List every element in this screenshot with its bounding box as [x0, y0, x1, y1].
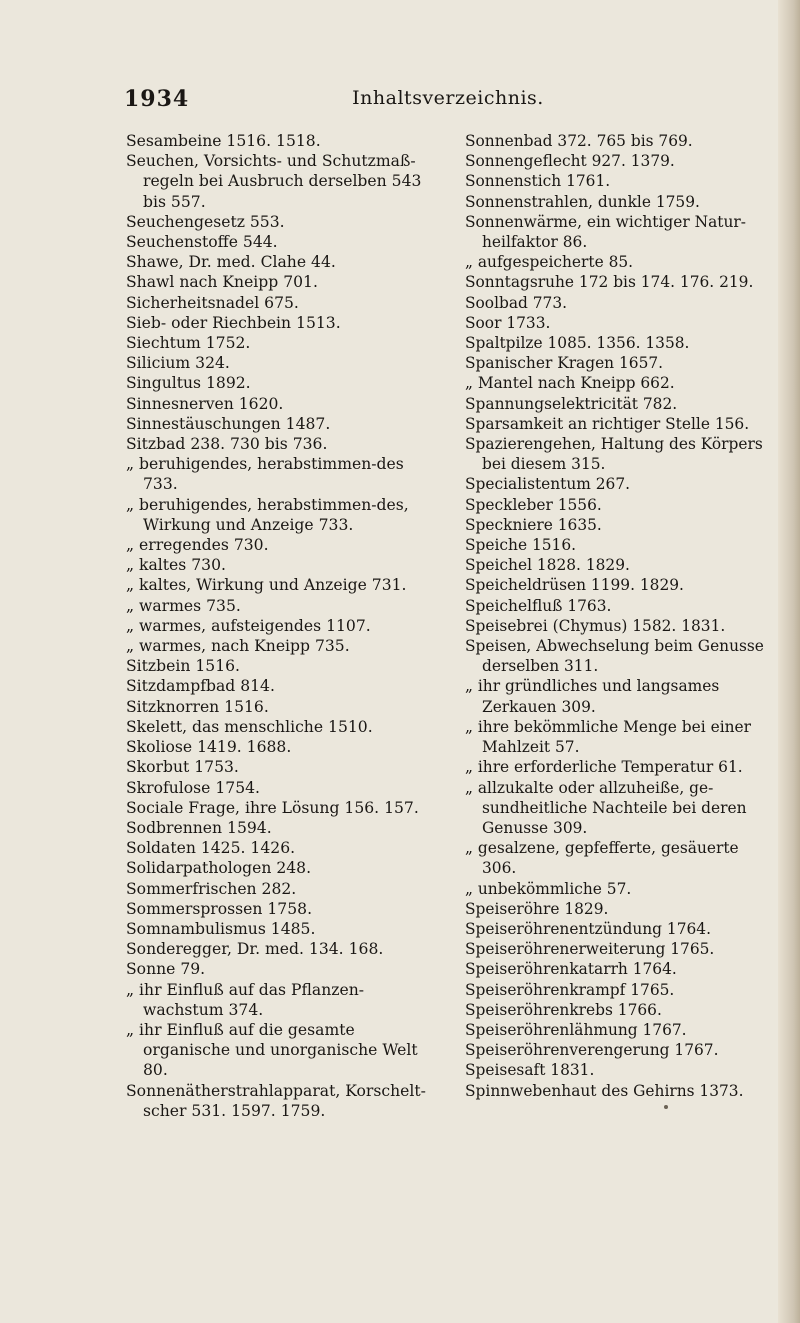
index-entry: Seuchenstoffe 544.	[126, 233, 278, 252]
index-entry: Sesambeine 1516. 1518.	[126, 132, 321, 150]
index-entry: Siechtum 1752.	[126, 334, 251, 353]
index-entry: Spinnwebenhaut des Gehirns 1373.	[465, 1081, 744, 1100]
index-entry: Soolbad 773.	[465, 293, 568, 312]
index-entry: Speisen, Abwechselung beim Genusse derselben 311.	[465, 637, 764, 676]
index-entry: Seuchengesetz 553.	[126, 212, 285, 231]
index-entry: Soldaten 1425. 1426.	[126, 839, 296, 858]
index-entry: „ ihr Einfluß auf das Pflanzen-wachstum 374.	[126, 980, 365, 1019]
index-entry: Speiseröhrenverengerung 1767.	[465, 1041, 719, 1060]
index-entry: Sicherheitsnadel 675.	[126, 293, 299, 312]
index-entry: Spanischer Kragen 1657.	[465, 354, 664, 373]
index-entry: „ beruhigendes, herabstimmen-des 733.	[126, 455, 404, 494]
index-entry: Skelett, das menschliche 1510.	[126, 717, 373, 736]
index-entry: Speicheldrüsen 1199. 1829.	[465, 576, 684, 595]
index-entry: Silicium 324.	[126, 354, 230, 373]
scan-edge	[778, 0, 800, 1323]
index-entry: Speiseröhre 1829.	[465, 899, 609, 918]
index-entry: „ unbekömmliche 57.	[465, 879, 632, 898]
ink-speck	[664, 1105, 668, 1109]
index-entry: Skorbut 1753.	[126, 758, 239, 777]
index-entry: „ Mantel nach Kneipp 662.	[465, 374, 675, 393]
index-entry: Sonne 79.	[126, 960, 206, 979]
index-entry: Skoliose 1419. 1688.	[126, 738, 292, 757]
index-entry: Sociale Frage, ihre Lösung 156. 157.	[126, 798, 419, 817]
index-entry: „ allzukalte oder allzuheiße, ge-sundheitliche Nachteile bei deren Genusse 309.	[465, 778, 747, 837]
index-entry: Sonntagsruhe 172 bis 174. 176. 219.	[465, 273, 754, 292]
index-entry: „ ihr Einfluß auf die gesamte organische und unorganische Welt 80.	[126, 1020, 418, 1080]
index-entry: Speichel 1828. 1829.	[465, 556, 630, 575]
index-entry: Sonnenwärme, ein wichtiger Natur-heilfaktor 86.	[465, 212, 746, 252]
index-entry: Sonnenbad 372. 765 bis 769.	[465, 132, 693, 150]
index-entry: Speckleber 1556.	[465, 495, 602, 514]
index-entry: Shawe, Dr. med. Clahe 44.	[126, 253, 336, 272]
index-entry: Singultus 1892.	[126, 374, 251, 393]
page-title: Inhaltsverzeichnis.	[352, 87, 544, 109]
index-entry: Speiseröhrenkrampf 1765.	[465, 980, 675, 999]
index-entry: Sitzbad 238. 730 bis 736.	[126, 435, 328, 454]
index-entry: Speiseröhrenerweiterung 1765.	[465, 940, 715, 959]
index-entry: Specialistentum 267.	[465, 475, 631, 494]
index-entry: „ kaltes 730.	[126, 556, 226, 575]
index-entry: „ gesalzene, gepfefferte, gesäuerte 306.	[465, 839, 739, 878]
index-entry: Shawl nach Kneipp 701.	[126, 273, 318, 292]
index-entry: Speiseröhrenentzündung 1764.	[465, 919, 711, 938]
index-entry: Somnambulismus 1485.	[126, 919, 316, 938]
index-entry: Spannungselektricität 782.	[465, 394, 678, 413]
index-entry: Speisebrei (Chymus) 1582. 1831.	[465, 616, 726, 635]
index-entry: Sitzdampfbad 814.	[126, 677, 275, 696]
page-number: 1934	[124, 86, 190, 112]
index-entry: Speisesaft 1831.	[465, 1061, 595, 1080]
index-entry: „ warmes, aufsteigendes 1107.	[126, 616, 371, 635]
index-entry: Speiseröhrenkrebs 1766.	[465, 1000, 662, 1019]
index-entry: „ beruhigendes, herabstimmen-des, Wirkung und Anzeige 733.	[126, 495, 409, 534]
index-entry: Sonderegger, Dr. med. 134. 168.	[126, 940, 384, 959]
index-entry: Sieb- oder Riechbein 1513.	[126, 313, 341, 332]
index-entry: Speiseröhrenlähmung 1767.	[465, 1020, 687, 1039]
index-entry: Speiseröhrenkatarrh 1764.	[465, 960, 677, 979]
index-entry: Sinnestäuschungen 1487.	[126, 414, 331, 433]
index-columns	[126, 131, 776, 1121]
index-entry: Sonnengeflecht 927. 1379.	[465, 152, 675, 171]
left-column	[126, 131, 437, 1121]
index-entry: Sitzbein 1516.	[126, 657, 240, 676]
index-entry: Spazierengehen, Haltung des Körpers bei diesem 315.	[465, 435, 763, 474]
index-entry: Speckniere 1635.	[465, 515, 602, 534]
index-entry: Speiche 1516.	[465, 536, 577, 555]
index-entry: Spaltpilze 1085. 1356. 1358.	[465, 334, 690, 353]
index-entry: „ ihre bekömmliche Menge bei einer Mahlzeit 57.	[465, 717, 751, 757]
index-entry: Seuchen, Vorsichts- und Schutzmaß-regeln bei Ausbruch derselben 543 bis 557.	[126, 152, 422, 211]
running-head	[124, 86, 772, 120]
index-entry: Sonnenätherstrahlapparat, Korschelt-scher 531. 1597. 1759.	[126, 1081, 426, 1120]
index-entry: Sodbrennen 1594.	[126, 818, 272, 837]
index-entry: „ kaltes, Wirkung und Anzeige 731.	[126, 576, 407, 595]
index-entry: Sonnenstich 1761.	[465, 172, 611, 191]
index-entry: Sommersprossen 1758.	[126, 899, 313, 918]
index-entry: Sommerfrischen 282.	[126, 879, 297, 898]
index-entry: „ aufgespeicherte 85.	[465, 253, 634, 272]
index-entry: Soor 1733.	[465, 313, 551, 332]
index-entry: Solidarpathologen 248.	[126, 859, 312, 878]
index-entry: Sitzknorren 1516.	[126, 697, 269, 716]
index-entry: Sparsamkeit an richtiger Stelle 156.	[465, 414, 750, 433]
index-entry: „ ihr gründliches und langsames Zerkauen 309.	[465, 677, 720, 716]
index-entry: „ erregendes 730.	[126, 536, 269, 555]
index-entry: Sinnesnerven 1620.	[126, 394, 284, 413]
index-entry: „ ihre erforderliche Temperatur 61.	[465, 758, 743, 777]
index-entry: Skrofulose 1754.	[126, 778, 260, 797]
index-entry: Sonnenstrahlen, dunkle 1759.	[465, 192, 700, 211]
index-entry: „ warmes 735.	[126, 596, 241, 615]
index-entry: „ warmes, nach Kneipp 735.	[126, 637, 350, 656]
index-entry: Speichelfluß 1763.	[465, 596, 612, 615]
right-column	[465, 131, 776, 1121]
